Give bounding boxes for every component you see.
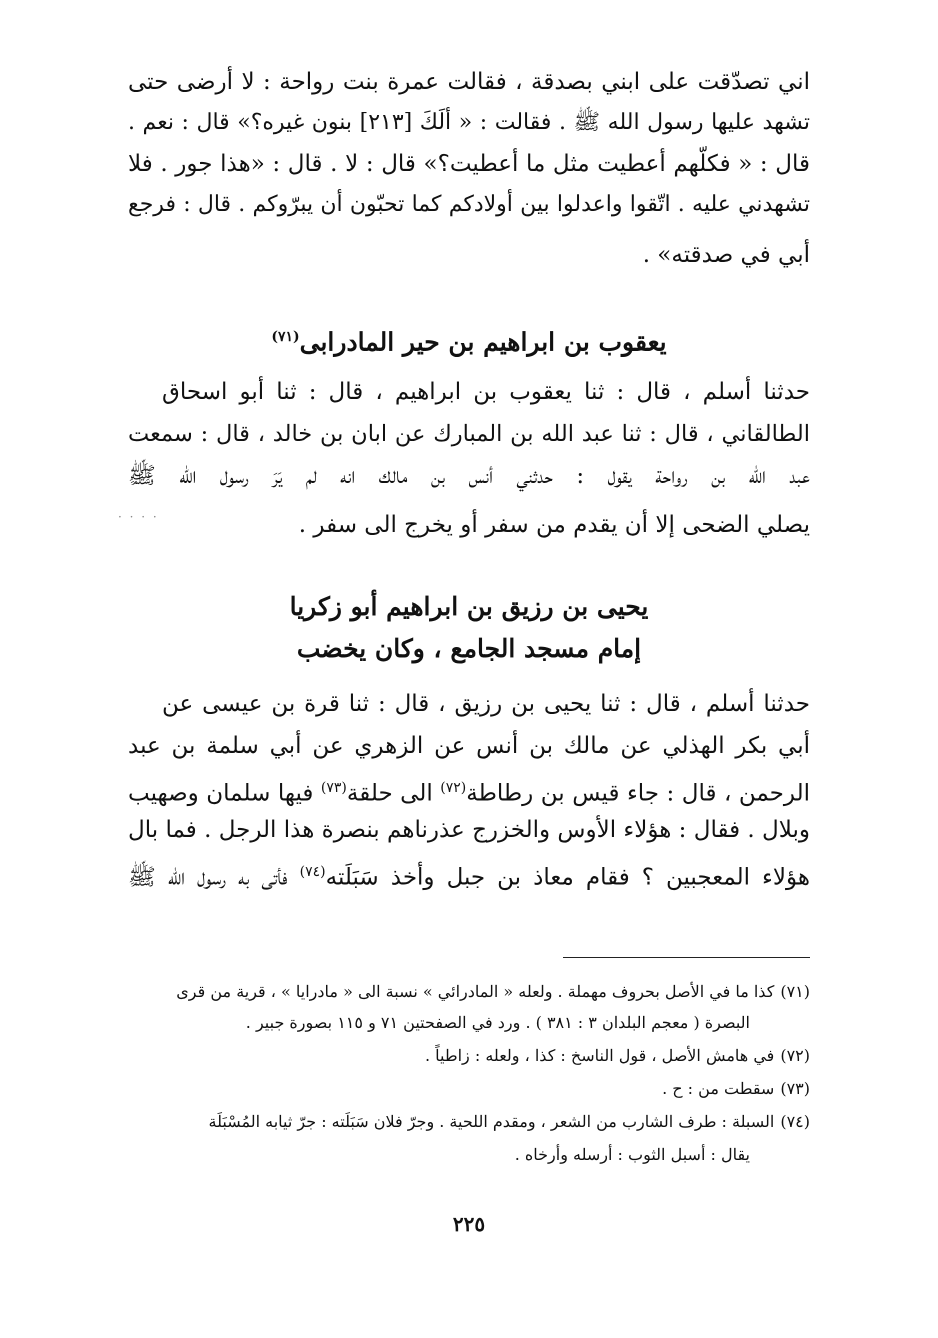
text-line: عبد الله بن رواحة يقول : حدثني أنس بن مالك انه لم يَرَ رسول الله ﷺ <box>128 463 810 489</box>
text-line: تشهد عليها رسول الله ﷺ . فقالت : « ألَكَ [٢١٣] بنون غيره؟» قال : نعم . <box>128 110 810 135</box>
footnote-ref: (٧١) <box>271 329 300 345</box>
footnote-text: يقال : أسبل الثوب : أرسله وأرخاه . <box>514 1145 750 1164</box>
text-segment: الى حلقة <box>346 780 441 807</box>
text-line: تشهدني عليه . اتّقوا واعدلوا بين أولادكم كما تحبّون أن يبرّوكم . قال : فرجع <box>128 192 810 217</box>
text-line: حدثنا أسلم ، قال : ثنا يحيى بن رزيق ، قال : ثنا قرة بن عيسى عن <box>162 691 810 717</box>
footnote-ref: (٧٣) <box>320 780 347 796</box>
text-segment: فيها سلمان وصهيب <box>128 780 321 807</box>
heading-text: يعقوب بن ابراهيم بن حير المادرابى <box>299 327 667 357</box>
section-heading-yahya-line1: يحيى بن رزيق بن ابراهيم أبو زكريا <box>289 592 649 621</box>
text-line <box>128 852 810 898</box>
footnote-text: السبلة : طرف الشارب من الشعر ، ومقدم اللحية . وجرّ فلان سَبَلَته : جرّ ثيابه المُسْبَلَة <box>208 1112 775 1131</box>
text-line: وبلال . فقال : هؤلاء الأوس والخزرج عذرناهم بنصرة هذا الرجل . فما بال <box>128 817 810 843</box>
section-heading-yahya-line2: إمام مسجد الجامع ، وكان يخضب <box>296 634 642 663</box>
footnote-text: البصرة ( معجم البلدان ٣ : ٣٨١ ) . ورد في الصفحتين ٧١ و ١١٥ بصورة جبير . <box>245 1013 750 1032</box>
text-segment: فأتى به رسول الله ﷺ <box>128 864 300 891</box>
footnote-number: (٧٣) <box>780 1079 810 1098</box>
footnote-ref: (٧٢) <box>440 780 467 796</box>
text-segment: هؤلاء المعجبين ؟ فقام معاذ بن جبل وأخذ سَبَلَته <box>325 864 810 891</box>
text-line: قال : « فكلّهم أعطيت مثل ما أعطيت؟» قال : لا . قال : «هذا جور . فلا <box>128 151 810 177</box>
scan-specks: · · · · <box>118 510 159 524</box>
footnote <box>128 1074 810 1104</box>
footnote-divider <box>563 957 810 958</box>
text-line: أبي في صدقته» . <box>642 242 810 268</box>
text-line: اني تصدّقت على ابني بصدقة ، فقالت عمرة بنت رواحة : لا أرضى حتى <box>128 69 810 95</box>
footnote-number: (٧١) <box>780 982 810 1001</box>
footnote-continuation <box>128 1008 750 1038</box>
text-line: أبي بكر الهذلي عن مالك بن أنس عن الزهري عن أبي سلمة بن عبد <box>128 733 810 759</box>
footnote-number: (٧٢) <box>780 1046 810 1065</box>
text-segment: الرحمن ، قال : جاء قيس بن رطاطة <box>466 780 810 807</box>
text-line: يصلي الضحى إلا أن يقدم من سفر أو يخرج الى سفر . <box>298 512 810 538</box>
text-line <box>128 768 810 814</box>
section-heading-yaqub <box>128 316 810 363</box>
footnote <box>128 977 810 1007</box>
footnote <box>128 1107 810 1137</box>
page-number: ٢٢٥ <box>452 1212 486 1236</box>
footnote-number: (٧٤) <box>780 1112 810 1131</box>
footnote-ref: (٧٤) <box>299 864 326 880</box>
text-line: الطالقاني ، قال : ثنا عبد الله بن المبارك عن ابان بن خالد ، قال : سمعت <box>128 421 810 447</box>
footnote-text: سقطت من : ح . <box>662 1079 775 1098</box>
text-line: حدثنا أسلم ، قال : ثنا يعقوب بن ابراهيم ، قال : ثنا أبو اسحاق <box>162 379 810 405</box>
footnote-continuation <box>128 1140 750 1170</box>
footnote <box>128 1041 810 1071</box>
footnote-text: في هامش الأصل ، قول الناسخ : كذا ، ولعله : زاطياً . <box>424 1046 775 1065</box>
footnote-text: كذا ما في الأصل بحروف مهملة . ولعله « المادرائي » نسبة الى « مادرايا » ، قرية من قرى <box>176 982 775 1001</box>
